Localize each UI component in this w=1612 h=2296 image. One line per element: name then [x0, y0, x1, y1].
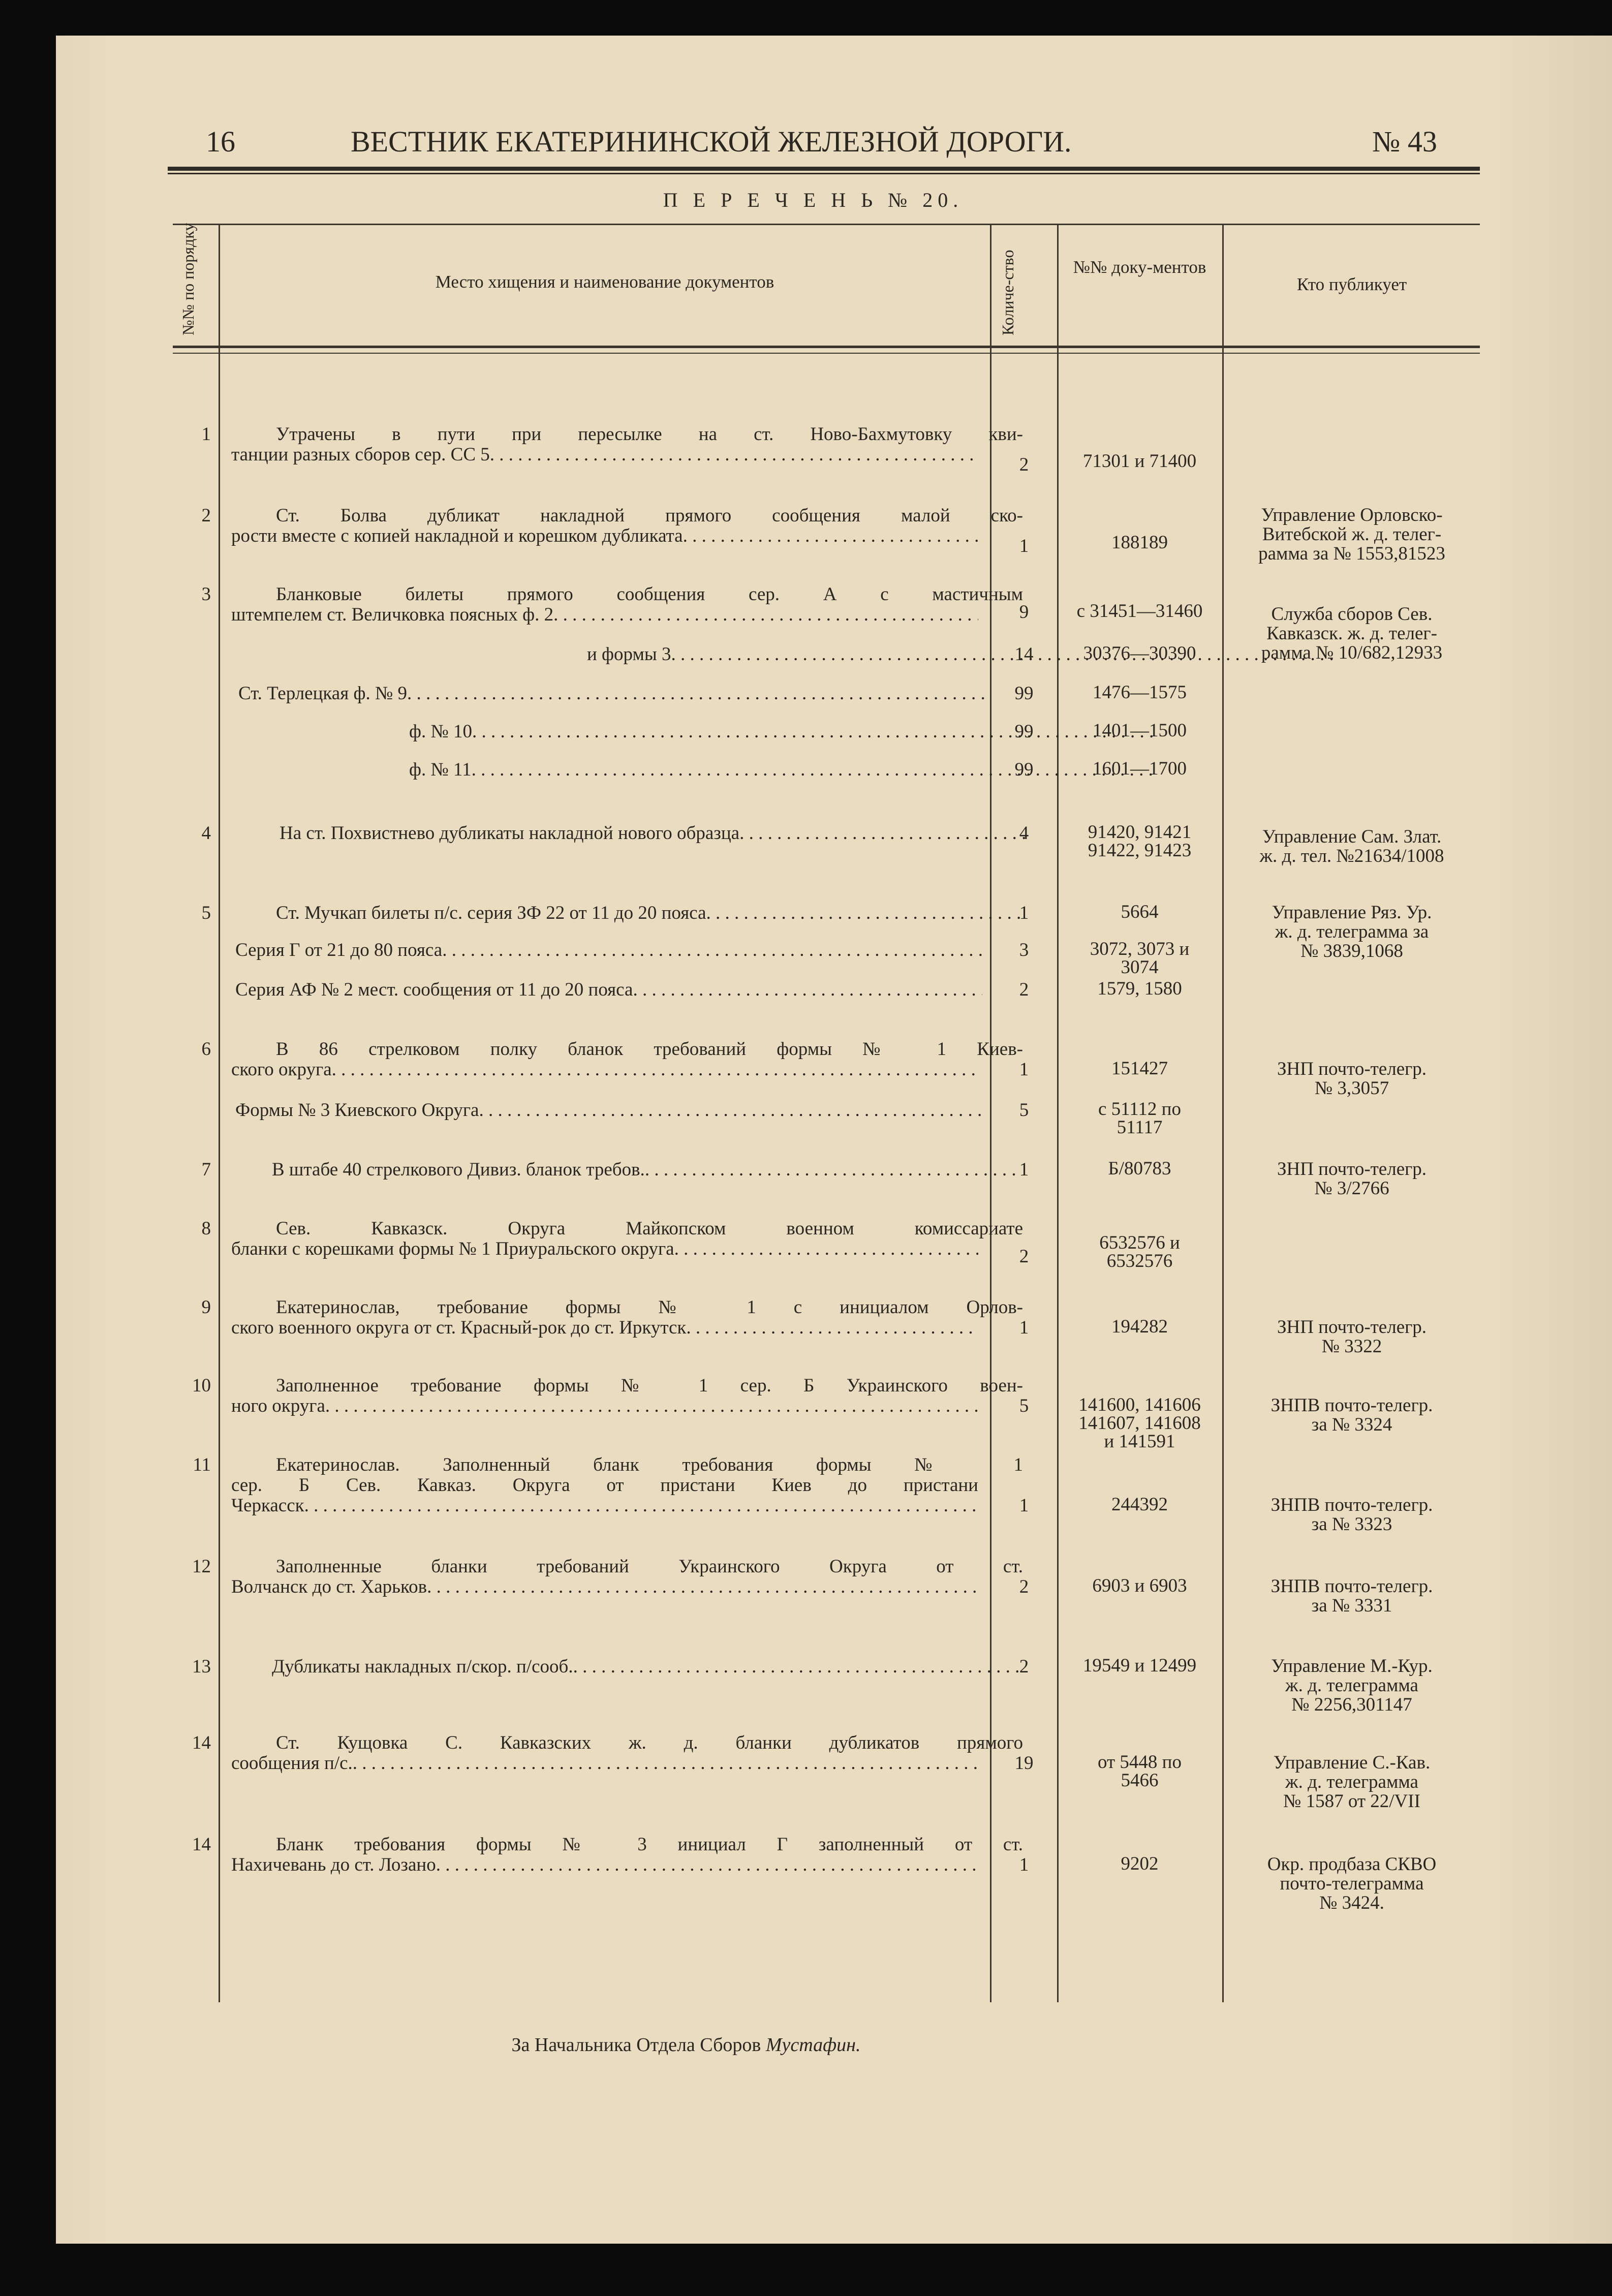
description-line	[231, 605, 978, 625]
row-description	[231, 1297, 1023, 1338]
description-line	[231, 823, 1027, 844]
leader-dots	[683, 526, 978, 546]
row-documents	[1057, 940, 1222, 977]
publisher-line: ж. д. телеграмма	[1285, 1772, 1418, 1792]
row-number: 10	[192, 1375, 211, 1396]
publisher-line: рамма за № 1553,81523	[1258, 543, 1445, 564]
description-line: В 86 стрелковом полку бланок требований формы № 1 Киев-	[276, 1039, 1023, 1060]
description-line	[231, 1577, 978, 1597]
row-description	[231, 1100, 978, 1121]
publisher-line: ЗНП почто-телегр.	[1277, 1317, 1427, 1338]
publisher-line: ЗНПВ почто-телегр.	[1270, 1395, 1433, 1416]
row-number: 14	[192, 1834, 211, 1855]
row-documents	[1057, 602, 1222, 620]
publisher-line: Окр. продбаза СКВО	[1267, 1854, 1437, 1875]
row-description	[231, 980, 978, 1000]
row-quantity: 19	[1014, 1753, 1034, 1774]
row-number: 4	[201, 823, 211, 844]
description-line: Екатеринослав. Заполненный бланк требования формы № 1	[276, 1454, 1023, 1475]
publisher-line: за № 3331	[1311, 1595, 1392, 1616]
row-quantity: 99	[1014, 759, 1034, 780]
row-number: 3	[201, 584, 211, 605]
description-line: Екатеринослав, требование формы № 1 с инициалом Орлов-	[276, 1297, 1023, 1318]
publisher-line: Управление Сам. Злат.	[1262, 826, 1442, 847]
row-description	[231, 1218, 1023, 1259]
documents-line: 30376—30390	[1083, 643, 1196, 664]
description-line	[231, 1318, 978, 1338]
leader-dots	[436, 1855, 978, 1875]
publisher-line: ЗНП почто-телегр.	[1277, 1159, 1427, 1180]
row-quantity: 2	[1019, 979, 1029, 1000]
column-divider	[1222, 224, 1224, 2002]
description-line: Заполненное требование формы № 1 сер. Б Украинского воен-	[276, 1375, 1023, 1396]
documents-line: 1476—1575	[1093, 682, 1187, 703]
row-number: 2	[201, 505, 211, 526]
description-text: Ст. Мучкап билеты п/с. серия ЗФ 22 от 11 до 20 пояса	[276, 903, 706, 923]
description-line	[231, 1855, 978, 1875]
description-line: Бланк требования формы № 3 инициал Г заполненный от ст.	[276, 1834, 1023, 1855]
row-quantity: 2	[1019, 1246, 1029, 1267]
publisher-line: № 3424.	[1319, 1892, 1384, 1913]
documents-line: 9202	[1121, 1853, 1159, 1874]
leader-dots	[674, 1239, 978, 1259]
journal-title: ВЕСТНИК ЕКАТЕРИНИНСКОЙ ЖЕЛЕЗНОЙ ДОРОГИ.	[351, 125, 1072, 158]
row-publisher	[1225, 903, 1479, 961]
row-documents	[1057, 1753, 1222, 1790]
signature-prefix: За Начальника Отдела Сборов	[511, 2034, 761, 2056]
publisher-line: ж. д. телеграмма за	[1275, 921, 1429, 942]
row-description	[231, 1454, 1023, 1516]
documents-line: 91422, 91423	[1088, 840, 1192, 861]
documents-line: 3072, 3073 и	[1090, 939, 1190, 959]
column-divider	[219, 224, 220, 2002]
row-quantity: 2	[1019, 454, 1029, 475]
column-header-publisher: Кто публикует	[1296, 274, 1407, 294]
publisher-line: за № 3323	[1311, 1514, 1392, 1535]
row-description	[231, 1556, 1023, 1597]
row-number: 9	[201, 1297, 211, 1318]
row-description	[231, 722, 978, 742]
description-line	[231, 1060, 978, 1080]
row-documents	[1057, 1496, 1222, 1514]
description-line	[231, 1239, 978, 1259]
publisher-line: № 3/2766	[1314, 1178, 1389, 1199]
documents-line: 141607, 141608	[1078, 1413, 1201, 1434]
row-number: 12	[192, 1556, 211, 1577]
column-header-place: Место хищения и наименование документов	[435, 272, 774, 292]
row-quantity: 1	[1019, 903, 1029, 923]
page-number: 16	[206, 125, 235, 158]
description-text: ского округа	[231, 1059, 332, 1080]
description-line	[231, 1396, 978, 1416]
description-text: Черкасск	[231, 1495, 304, 1516]
description-text: ф. № 10	[409, 721, 473, 742]
publisher-line: ж. д. тел. №21634/1008	[1259, 846, 1444, 866]
header-rule	[168, 167, 1480, 171]
publisher-line: № 3839,1068	[1300, 941, 1403, 961]
description-line: Ст. Кущовка С. Кавказских ж. д. бланки дубликатов прямого	[276, 1732, 1023, 1753]
description-text: Волчанск до ст. Харьков	[231, 1576, 427, 1597]
column-header-qty: Количе-ство	[999, 250, 1017, 335]
row-number: 7	[201, 1159, 211, 1180]
row-description	[231, 903, 978, 923]
row-quantity: 1	[1019, 1159, 1029, 1180]
list-title: П Е Р Е Ч Е Н Ь № 20.	[663, 189, 964, 211]
publisher-line: рамма № 10/682,12933	[1261, 642, 1443, 663]
publisher-line: ЗНПВ почто-телегр.	[1270, 1495, 1433, 1515]
description-line	[231, 1100, 982, 1121]
issue-number: № 43	[1372, 125, 1437, 158]
documents-line: с 51112 по	[1098, 1099, 1181, 1120]
row-publisher	[1225, 1160, 1479, 1198]
row-description	[231, 1834, 1023, 1875]
leader-dots	[490, 445, 978, 465]
row-documents	[1057, 1318, 1222, 1336]
row-description	[231, 684, 978, 704]
leader-dots	[645, 1160, 1019, 1180]
table-header-rule-thin	[173, 353, 1480, 354]
row-documents	[1057, 644, 1222, 663]
leader-dots	[407, 684, 985, 704]
row-number: 8	[201, 1218, 211, 1239]
row-description	[231, 823, 978, 844]
row-publisher	[1225, 827, 1479, 866]
row-documents	[1057, 1657, 1222, 1675]
documents-line: 1401—1500	[1093, 720, 1187, 741]
publisher-line: Кавказск. ж. д. телег-	[1266, 623, 1437, 644]
documents-line: 151427	[1111, 1058, 1168, 1079]
description-line	[231, 980, 982, 1000]
row-description	[231, 644, 978, 665]
row-description	[231, 940, 978, 960]
row-quantity: 5	[1019, 1395, 1029, 1416]
documents-line: 6532576	[1106, 1251, 1173, 1271]
row-quantity: 3	[1019, 940, 1029, 960]
leader-dots	[442, 940, 982, 960]
row-publisher	[1225, 506, 1479, 564]
row-quantity: 99	[1014, 683, 1034, 704]
row-documents	[1057, 903, 1222, 921]
row-publisher	[1225, 1577, 1479, 1616]
publisher-line: Управление Ряз. Ур.	[1272, 902, 1432, 923]
description-text: Серия АФ № 2 мест. сообщения от 11 до 20 пояса	[235, 979, 633, 1000]
documents-line: 194282	[1111, 1316, 1168, 1337]
leader-dots	[633, 980, 982, 1000]
row-quantity: 1	[1019, 1854, 1029, 1875]
row-quantity: 5	[1019, 1100, 1029, 1121]
row-quantity: 1	[1019, 1495, 1029, 1516]
row-description	[231, 584, 1023, 625]
description-text: Формы № 3 Киевского Округа	[235, 1100, 479, 1121]
row-documents	[1057, 722, 1222, 740]
description-text: ского военного округа от ст. Красный-рок до ст. Иркутск	[231, 1317, 687, 1338]
description-line	[231, 1496, 978, 1516]
row-description	[231, 1039, 1023, 1080]
signature-line	[305, 2034, 1067, 2056]
row-number: 5	[201, 903, 211, 923]
leader-dots	[739, 823, 1027, 844]
publisher-line: № 1587 от 22/VII	[1283, 1791, 1420, 1812]
row-quantity: 4	[1019, 823, 1029, 844]
row-description	[231, 505, 1023, 546]
description-text: Ст. Терлецкая ф. № 9	[238, 683, 408, 704]
publisher-line: Управление Орловско-	[1261, 505, 1443, 525]
leader-dots	[706, 903, 1023, 923]
row-documents	[1057, 1396, 1222, 1451]
row-quantity: 1	[1019, 1059, 1029, 1080]
row-documents	[1057, 1577, 1222, 1595]
documents-line: 1601—1700	[1093, 758, 1187, 779]
leader-dots	[553, 605, 978, 625]
row-documents	[1057, 823, 1222, 860]
documents-line: 19549 и 12499	[1082, 1655, 1197, 1676]
table-top-rule	[173, 224, 1480, 225]
description-text: Серия Г от 21 до 80 пояса	[235, 940, 443, 960]
row-publisher	[1225, 1753, 1479, 1811]
column-header-docs: №№ доку-ментов	[1073, 257, 1206, 277]
publisher-line: Управление М.-Кур.	[1271, 1656, 1433, 1677]
row-publisher	[1225, 1855, 1479, 1913]
documents-line: 244392	[1111, 1494, 1168, 1515]
row-description	[231, 1732, 1023, 1774]
documents-line: 6532576 и	[1099, 1232, 1180, 1253]
signature-name: Мустафин.	[765, 2034, 861, 2056]
documents-line: 5664	[1121, 902, 1159, 922]
row-description	[231, 1160, 978, 1180]
description-line	[231, 1753, 978, 1774]
documents-line: 188189	[1111, 532, 1168, 553]
row-publisher	[1225, 1060, 1479, 1098]
publisher-line: Управление С.-Кав.	[1273, 1752, 1431, 1773]
leader-dots	[325, 1396, 978, 1416]
publisher-line: № 3322	[1321, 1336, 1382, 1357]
documents-line: 3074	[1121, 957, 1159, 978]
publisher-line: ЗНП почто-телегр.	[1277, 1059, 1427, 1079]
documents-line: с 31451—31460	[1076, 601, 1203, 622]
description-text: бланки с корешками формы № 1 Приуральского округа	[231, 1238, 674, 1259]
row-publisher	[1225, 1318, 1479, 1356]
documents-line: от 5448 по	[1098, 1752, 1182, 1773]
description-text: Нахичевань до ст. Лозано	[231, 1854, 436, 1875]
row-documents	[1057, 1855, 1222, 1873]
description-text: и формы 3	[587, 644, 671, 665]
documents-line: и 141591	[1104, 1431, 1175, 1452]
row-publisher	[1225, 1396, 1479, 1435]
row-description	[231, 424, 1023, 465]
row-documents	[1057, 760, 1222, 778]
column-header-num: №№ по порядку	[179, 223, 197, 335]
description-line	[231, 684, 985, 704]
publisher-line: почто-телеграмма	[1280, 1873, 1424, 1894]
row-documents	[1057, 1160, 1222, 1178]
description-text: сообщения п/с.	[231, 1753, 353, 1774]
description-text: В штабе 40 стрелкового Дивиз. бланок требов.	[272, 1159, 645, 1180]
row-documents	[1057, 1234, 1222, 1270]
row-quantity: 14	[1014, 644, 1034, 665]
row-documents	[1057, 534, 1222, 552]
description-text: штемпелем ст. Величковка поясных ф. 2	[231, 604, 554, 625]
description-line	[231, 526, 978, 546]
row-publisher	[1225, 1496, 1479, 1534]
row-quantity: 1	[1019, 536, 1029, 556]
row-quantity: 9	[1019, 602, 1029, 623]
publisher-line: Служба сборов Сев.	[1271, 604, 1433, 625]
header-rule-thin	[168, 173, 1480, 174]
documents-line: 5466	[1121, 1770, 1159, 1791]
row-number: 14	[192, 1732, 211, 1753]
row-documents	[1057, 1060, 1222, 1078]
description-line	[231, 940, 982, 960]
description-text: рости вместе с копией накладной и корешком дубликата	[231, 525, 683, 546]
description-line: Заполненные бланки требований Украинского Округа от ст.	[276, 1556, 1023, 1577]
leader-dots	[479, 1100, 982, 1121]
description-line	[231, 1160, 1019, 1180]
table-header-rule	[173, 346, 1480, 348]
row-documents	[1057, 1100, 1222, 1137]
publisher-line: № 3,3057	[1314, 1078, 1389, 1099]
row-documents	[1057, 684, 1222, 702]
description-line: Ст. Болва дубликат накладной прямого сообщения малой ско-	[276, 505, 1023, 526]
documents-line: Б/80783	[1108, 1158, 1171, 1179]
leader-dots	[573, 1657, 1019, 1677]
row-description	[231, 760, 978, 780]
row-number: 11	[193, 1454, 211, 1475]
documents-line: 1579, 1580	[1097, 978, 1182, 999]
documents-line: 6903 и 6903	[1092, 1575, 1187, 1596]
leader-dots	[686, 1318, 978, 1338]
row-description	[231, 1657, 978, 1677]
row-number: 6	[201, 1039, 211, 1060]
row-quantity: 1	[1019, 1317, 1029, 1338]
publisher-line: Витебской ж. д. телег-	[1262, 524, 1442, 545]
documents-line: 141600, 141606	[1078, 1394, 1201, 1415]
description-line	[231, 1657, 1019, 1677]
row-number: 13	[192, 1656, 211, 1677]
row-publisher	[1225, 1657, 1479, 1715]
row-number: 1	[201, 424, 211, 445]
row-quantity: 2	[1019, 1656, 1029, 1677]
leader-dots	[332, 1060, 978, 1080]
publisher-line: № 2256,301147	[1291, 1694, 1412, 1715]
publisher-line: ЗНПВ почто-телегр.	[1270, 1576, 1433, 1597]
description-line: Сев. Кавказск. Округа Майкопском военном комиссариате	[276, 1218, 1023, 1239]
leader-dots	[427, 1577, 978, 1597]
description-text: На ст. Похвистнево дубликаты накладной нового образца	[280, 823, 740, 844]
documents-line: 51117	[1117, 1117, 1163, 1138]
leader-dots	[353, 1753, 978, 1774]
documents-line: 91420, 91421	[1088, 822, 1192, 843]
description-text: ф. № 11	[409, 759, 472, 780]
description-line: Утрачены в пути при пересылке на ст. Ново-Бахмутовку кви-	[276, 424, 1023, 445]
publisher-line: за № 3324	[1311, 1414, 1392, 1435]
row-documents	[1057, 452, 1222, 471]
row-documents	[1057, 980, 1222, 998]
description-line: Бланковые билеты прямого сообщения сер. А с мастичным	[276, 584, 1023, 605]
publisher-line: ж. д. телеграмма	[1285, 1675, 1418, 1696]
row-description	[231, 1375, 1023, 1416]
description-line	[231, 903, 1023, 923]
description-line: сер. Б Сев. Кавказ. Округа от пристани Киев до пристани	[231, 1475, 978, 1496]
row-quantity: 99	[1014, 721, 1034, 742]
description-text: Дубликаты накладных п/скор. п/сооб.	[272, 1656, 573, 1677]
description-line	[231, 445, 978, 465]
row-quantity: 2	[1019, 1576, 1029, 1597]
leader-dots	[304, 1496, 978, 1516]
documents-line: 71301 и 71400	[1082, 451, 1197, 472]
description-text: ного округа	[231, 1395, 325, 1416]
description-text: танции разных сборов сер. СС 5	[231, 444, 490, 465]
